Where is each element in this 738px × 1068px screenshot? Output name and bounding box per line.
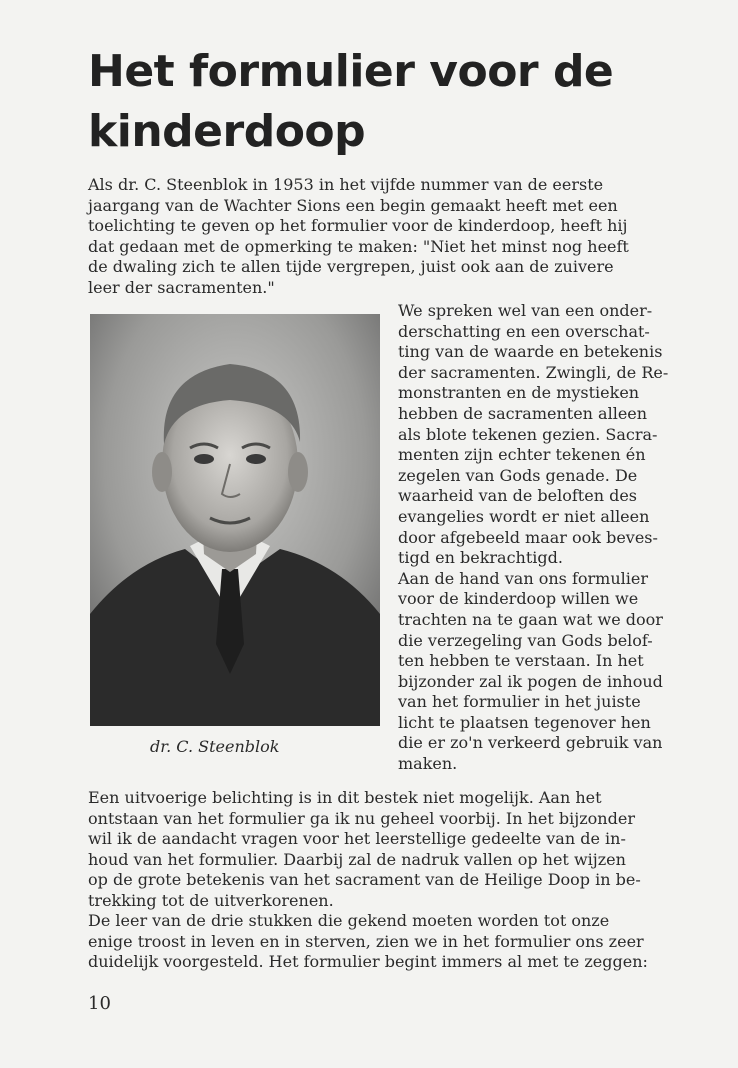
body-paragraph [88,788,700,973]
text-line: door afgebeeld maar ook beves- [398,527,658,547]
text-line: Een uitvoerige belichting is in dit bestek niet mogelijk. Aan het [88,788,602,807]
text-line: die verzegeling van Gods belof- [398,630,653,650]
text-line: voor de kinderdoop willen we [398,589,639,609]
text-line: evangelies wordt er niet alleen [398,506,650,526]
text-line: jaargang van de Wachter Sions een begin gemaakt heeft met een [88,195,618,215]
portrait-photo [90,314,380,726]
text-line: wil ik de aandacht vragen voor het leerstellige gedeelte van de in- [88,829,626,848]
text-line: ting van de waarde en betekenis [398,342,663,362]
text-line: Als dr. C. Steenblok in 1953 in het vijfde nummer van de eerste [88,175,604,194]
text-line: monstranten en de mystieken [398,383,640,403]
text-line: We spreken wel van een onder- [398,301,653,320]
side-paragraph [398,301,708,775]
title-line: Het formulier voor de [88,46,614,97]
text-line: dat gedaan met de opmerking te maken: "Niet het minst nog heeft [88,236,629,256]
text-line: derschatting en een overschat- [398,321,650,341]
text-line: enige troost in leven en in sterven, zien we in het formulier ons zeer [88,931,644,951]
photo-caption: dr. C. Steenblok [150,737,280,756]
text-line: licht te plaatsen tegenover hen [398,712,651,732]
text-line: die er zo'n verkeerd gebruik van [398,733,663,753]
text-line: leer der sacramenten." [88,277,275,297]
intro-paragraph [88,175,700,298]
text-line: hebben de sacramenten alleen [398,403,648,423]
text-line: als blote tekenen gezien. Sacra- [398,424,658,444]
portrait-image [90,314,380,726]
article-title [88,42,708,162]
text-line: ten hebben te verstaan. In het [398,651,644,671]
text-line: bijzonder zal ik pogen de inhoud [398,671,663,691]
page-number: 10 [88,993,111,1014]
text-line: trekking tot de uitverkorenen. [88,890,334,910]
text-line: van het formulier in het juiste [398,692,641,712]
text-line: tigd en bekrachtigd. [398,548,563,568]
text-line: der sacramenten. Zwingli, de Re- [398,362,669,382]
text-line: ontstaan van het formulier ga ik nu geheel voorbij. In het bijzonder [88,808,635,828]
text-line: de dwaling zich te allen tijde vergrepen, juist ook aan de zuivere [88,257,614,276]
text-line: trachten na te gaan wat we door [398,609,663,629]
text-line: duidelijk voorgesteld. Het formulier begint immers al met te zeggen: [88,952,648,971]
title-line: kinderdoop [88,106,366,157]
text-line: menten zijn echter tekenen én [398,445,646,465]
text-line: op de grote betekenis van het sacrament van de Heilige Doop in be- [88,870,641,889]
text-line: toelichting te geven op het formulier voor de kinderdoop, heeft hij [88,216,628,235]
text-line: houd van het formulier. Daarbij zal de nadruk vallen op het wijzen [88,849,626,869]
text-line: maken. [398,754,458,774]
text-line: De leer van de drie stukken die gekend moeten worden tot onze [88,911,610,930]
text-line: waarheid van de beloften des [398,486,637,506]
text-line: zegelen van Gods genade. De [398,465,638,485]
text-line: Aan de hand van ons formulier [398,568,648,588]
